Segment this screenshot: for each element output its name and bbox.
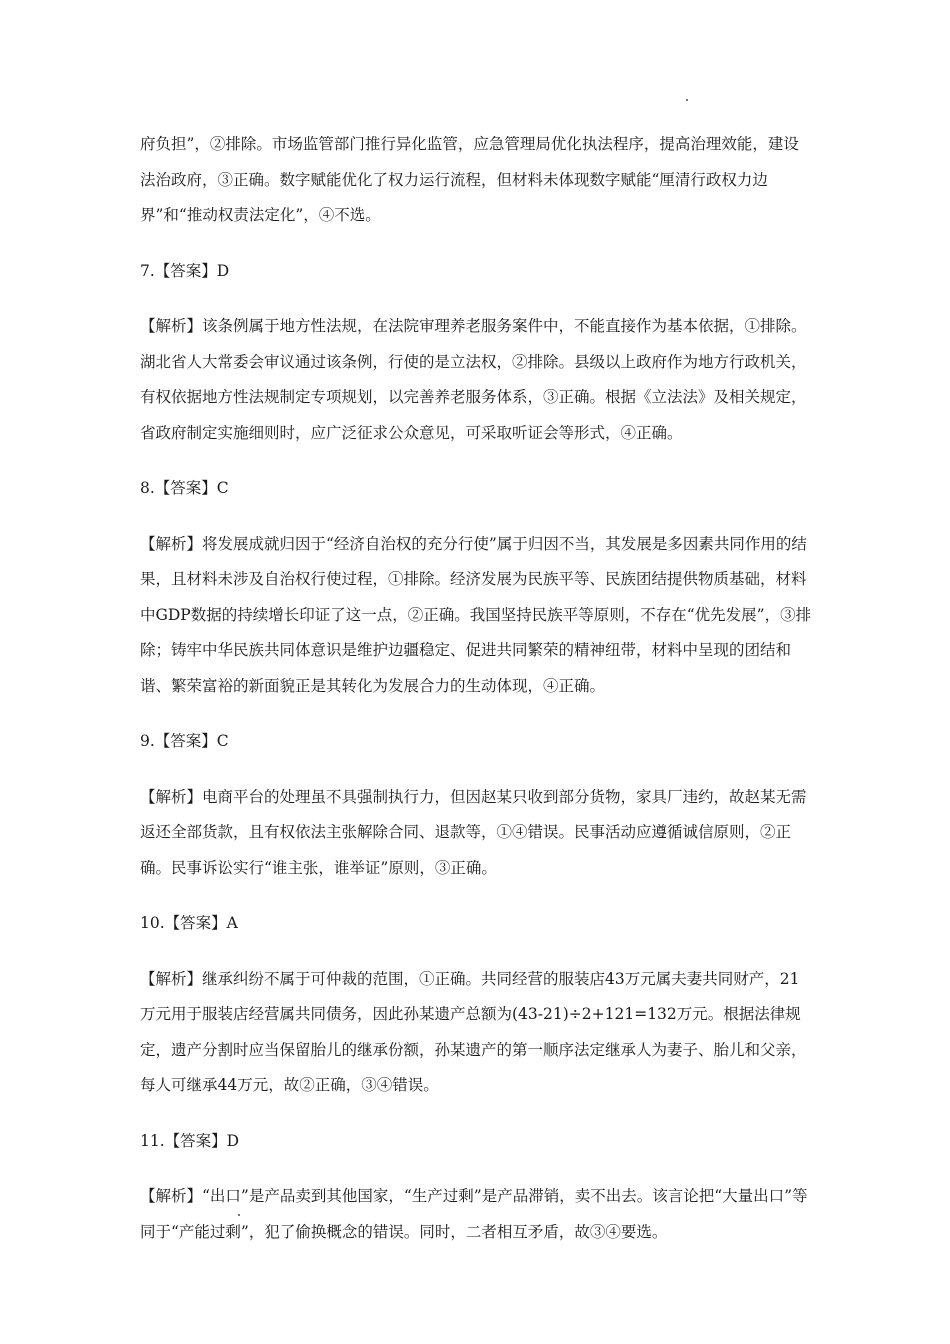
answer-line-9 — [140, 724, 812, 760]
page-mark — [238, 1214, 240, 1216]
analysis-paragraph-11: 【解析】“出口”是产品卖到其他国家，“生产过剩”是产品滞销，卖不出去。该言论把“大量出口”等同于“产能过剩”，犯了偷换概念的错误。同时，二者相互矛盾，故③④要选。 — [140, 1187, 808, 1241]
analysis-paragraph-8: 【解析】将发展成就归因于“经济自治权的充分行使”属于归因不当，其发展是多因素共同作用的结果，且材料未涉及自治权行使过程，①排除。经济发展为民族平等、民族团结提供物质基础，材料中GDP数据的持续增长印证了这一点，②正确。我国坚持民族平等原则，不存在“优先发展”，③排除；铸牢中华民族共同体意识是维护边疆稳定、促进共同繁荣的精神纽带，材料中呈现的团结和谐、繁荣富裕的新面貌正是其转化为发展合力的生动体现，④正确。 — [140, 534, 812, 695]
answer-label: 【答案】A — [164, 914, 238, 932]
analysis-paragraph-10: 【解析】继承纠纷不属于可仲裁的范围，①正确。共同经营的服装店43万元属夫妻共同财产，21万元用于服装店经营属共同债务，因此孙某遗产总额为(43-21)÷2+121=132万元。根据法律规定，遗产分割时应当保留胎儿的继承份额，孙某遗产的第一顺序法定继承人为妻子、胎儿和父亲，每人可继承44万元，故②正确，③④错误。 — [140, 969, 807, 1094]
intro-paragraph: 府负担”，②排除。市场监管部门推行异化监管，应急管理局优化执法程序，提高治理效能，建设法治政府，③正确。数字赋能优化了权力运行流程，但材料未体现数字赋能“厘清行政权力边界”和“推动权责法定化”，④不选。 — [140, 135, 799, 224]
question-number: 9. — [140, 732, 155, 750]
answer-line-8 — [140, 471, 812, 507]
answer-label: 【答案】C — [154, 479, 229, 497]
question-number: 11. — [140, 1131, 165, 1150]
answer-line-10 — [140, 906, 812, 942]
question-number: 10. — [140, 914, 165, 932]
answer-label: 【答案】D — [164, 1131, 240, 1150]
analysis-paragraph-7: 【解析】该条例属于地方性法规，在法院审理养老服务案件中，不能直接作为基本依据，①排除。湖北省人大常委会审议通过该条例，行使的是立法权，②排除。县级以上政府作为地方行政机关，有权依据地方性法规制定专项规划，以完善养老服务体系，③正确。根据《立法法》及相关规定，省政府制定实施细则时，应广泛征求公众意见，可采取听证会等形式，④正确。 — [140, 317, 807, 442]
answer-line-7 — [140, 254, 812, 290]
page-mark — [686, 99, 688, 101]
answer-content — [140, 127, 812, 1270]
answer-label: 【答案】D — [154, 261, 230, 280]
question-number: 7. — [140, 261, 155, 280]
analysis-paragraph-9: 【解析】电商平台的处理虽不具强制执行力，但因赵某只收到部分货物，家具厂违约，故赵某无需返还全部货款，且有权依法主张解除合同、退款等，①④错误。民事活动应遵循诚信原则，②正确。民事诉讼实行“谁主张，谁举证”原则，③正确。 — [140, 787, 807, 877]
answer-line-11 — [140, 1124, 812, 1160]
question-number: 8. — [140, 479, 155, 497]
answer-label: 【答案】C — [154, 732, 229, 750]
